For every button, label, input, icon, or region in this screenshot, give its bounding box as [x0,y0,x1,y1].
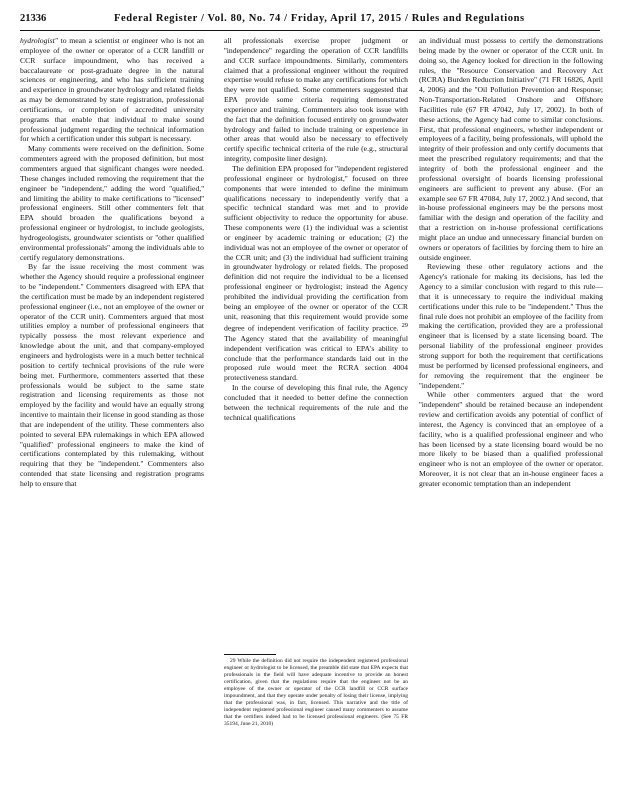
footnote [224,658,408,728]
footnote-text: 29 While the definition did not require the independent registered professional engineer or hydrologist to be licensed, the preamble did state that EPA expects that professionals in the field will have adequate incentive to provide an honest certification, given that the regulations require that the engineer not be an employee of the owner or operator of the CCR landfill or CCR surface impoundment, and that they operate under penalty of losing their license, implying that the professional was, in fact, licensed. This narrative and the title of independent registered professional engineer caused many commenters to assume that the certifiers indeed had to be licensed professional engineers. (See 75 FR 35194, June 21, 2010) [224,658,408,728]
paragraph-text: to mean a scientist or engineer who is not an employee of the owner or operator of a CCR landfill or CCR surface impoundment, who has received a baccalaureate or post-graduate degree in the natural sciences or engineering, and who has sufficient training and experience in groundwater hydrology and related fields as may be demonstrated by state registration, professional certifications, or completion of accredited university programs that enable that individual to make sound professional judgment regarding the technical information for which a certification under this subpart is necessary. [20,36,204,144]
page-number: 21336 [20,13,47,24]
paragraph: While other commenters argued that the word ''independent'' should be retained because an independent review and certification avoids any potential of conflict of interest, the Agency is convinced that an employee of a facility, who is a qualified professional engineer and who has been licensed by a state licensing board would be no more likely to be biased than a qualified professional engineer who is not an employee of the owner or operator. Moreover, it is not clear that an in-house engineer faces a greater economic temptation than an independent [419,390,603,488]
paragraph: all professionals exercise proper judgment or ''independence'' regarding the operation of CCR landfills and CCR surface impoundments. Similarly, commenters claimed that a professional engineer without the required expertise would refuse to make any certifications for which they were not qualified. Some commenters suggested that EPA provide some criteria requiring demonstrated experience and training. Commenters also took issue with the fact that the definition focused entirely on groundwater hydrology and failed to include training or experience in other areas that would also be necessary to effectively certify specific technical criteria of the rule (e.g., structural integrity, composite liner design). [224,36,408,164]
paragraph: In the course of developing this final rule, the Agency concluded that it needed to better define the connection between the technical requirements of the rule and the technical qualifications [224,383,408,422]
paragraph-text: The definition EPA proposed for ''independent registered professional engineer or hydrologist,'' focused on three components that were intended to define the minimum qualifications necessary to independently verify that a specific technical standard was met and to provide sufficient objectivity to reduce the opportunity for abuse. These components were (1) the individual was a scientist or engineer by academic training or education; (2) the individual was not an employee of the owner or operator of the CCR unit; and (3) the individual had sufficient training in groundwater hydrology or related fields. The proposed definition did not require the individual to be a licensed professional engineer or hydrologist; instead the Agency prohibited the individual providing the certification from being an employee of the owner or operator of the CCR unit, reasoning that this requirement would provide some degree of independent verification of facility practice. [224,163,408,334]
paragraph [20,36,204,144]
paragraph [224,164,408,383]
footnote-reference: 29 [398,322,409,330]
header-rule [20,30,600,31]
paragraph-text: The Agency stated that the availability of meaningful independent verification was critical to EPA's ability to conclude that the performance standards laid out in the proposed rule would meet the RCRA section 4004 protectiveness standard. [224,333,408,383]
defined-term: hydrologist'' [20,36,61,45]
running-header-title: Federal Register / Vol. 80, No. 74 / Friday, April 17, 2015 / Rules and Regulations [114,13,525,24]
paragraph: Many comments were received on the definition. Some commenters agreed with the proposed definition, but most commenters argued that significant changes were needed. These changes included removing the requirement that the engineer be ''independent,'' adding the word ''qualified,'' and limiting the ability to make certifications to ''licensed'' professional engineers. Still other commenters felt that EPA should broaden the qualifications beyond a professional engineer or hydrologist, to include geologists, hydrogeologists, groundwater scientists or ''other qualified environmental professionals'' among the individuals able to certify regulatory demonstrations. [20,144,204,262]
paragraph: an individual must possess to certify the demonstrations being made by the owner or operator of the CCR unit. In doing so, the Agency looked for direction in the following rules, the ''Resource Conservation and Recovery Act (RCRA) Burden Reduction Initiative'' (71 FR 16826, April 4, 2006) and the ''Oil Pollution Prevention and Response; Non-Transportation-Related Onshore and Offshore Facilities rule (67 FR 47042, July 17, 2002). In both of these actions, the Agency had come to similar conclusions. First, that professional engineers, whether independent or employees of a facility, being professionals, will uphold the integrity of their profession and only certify documents that meet the prescribed regulatory requirements; and that the integrity of both the professional engineer and the professional oversight of boards licensing professional engineers are sufficient to prevent any abuse. (For an example see 67 FR 47084, July 17, 2002.) And second, that in-house professional engineers may be the persons most familiar with the design and operation of the facility and that a restriction on in-house professional certifications might place an undue and unnecessary financial burden on owners or operators of facilities by forcing them to hire an outside engineer. [419,36,603,262]
column-3 [419,36,603,489]
footnote-rule [224,654,276,655]
paragraph: Reviewing these other regulatory actions and the Agency's rationale for making its decisions, has led the Agency to a similar conclusion with regard to this rule—that it is unnecessary to require the individual making certifications under this rule to be ''independent.'' Thus the final rule does not prohibit an employee of the facility from making the certification, provided they are a professional engineer that is licensed by a state licensing board. The personal liability of the professional engineer provides strong support for both the requirement that certifications must be performed by licensed professional engineers, and for removing the requirement that the engineer be ''independent.'' [419,262,603,390]
page-header [20,13,600,29]
column-2 [224,36,408,422]
paragraph: By far the issue receiving the most comment was whether the Agency should require a professional engineer to be ''independent.'' Commenters disagreed with EPA that the certification must be made by an independent registered professional engineer (i.e., not an employee of the owner or operator of the CCR unit). Commenters argued that most utilities employ a number of professional engineers that typically possess the most relevant experience and knowledge about the unit, and that company-employed engineers and hydrologists were in a much better technical position to certify technical provisions of the rule were being met. Furthermore, commenters asserted that these professionals would be subject to the same state registration and licensing requirements as those not employed by the facility and would have an equally strong incentive to maintain their license in good standing as those that are independent of the utility. These commenters also pointed to several EPA rulemakings in which EPA allowed ''qualified'' professional engineers to make the kind of certifications contemplated by this rulemaking, without requiring that they be ''independent.'' Commenters also contended that state licensing and registration programs help to ensure that [20,262,204,488]
column-1 [20,36,204,489]
